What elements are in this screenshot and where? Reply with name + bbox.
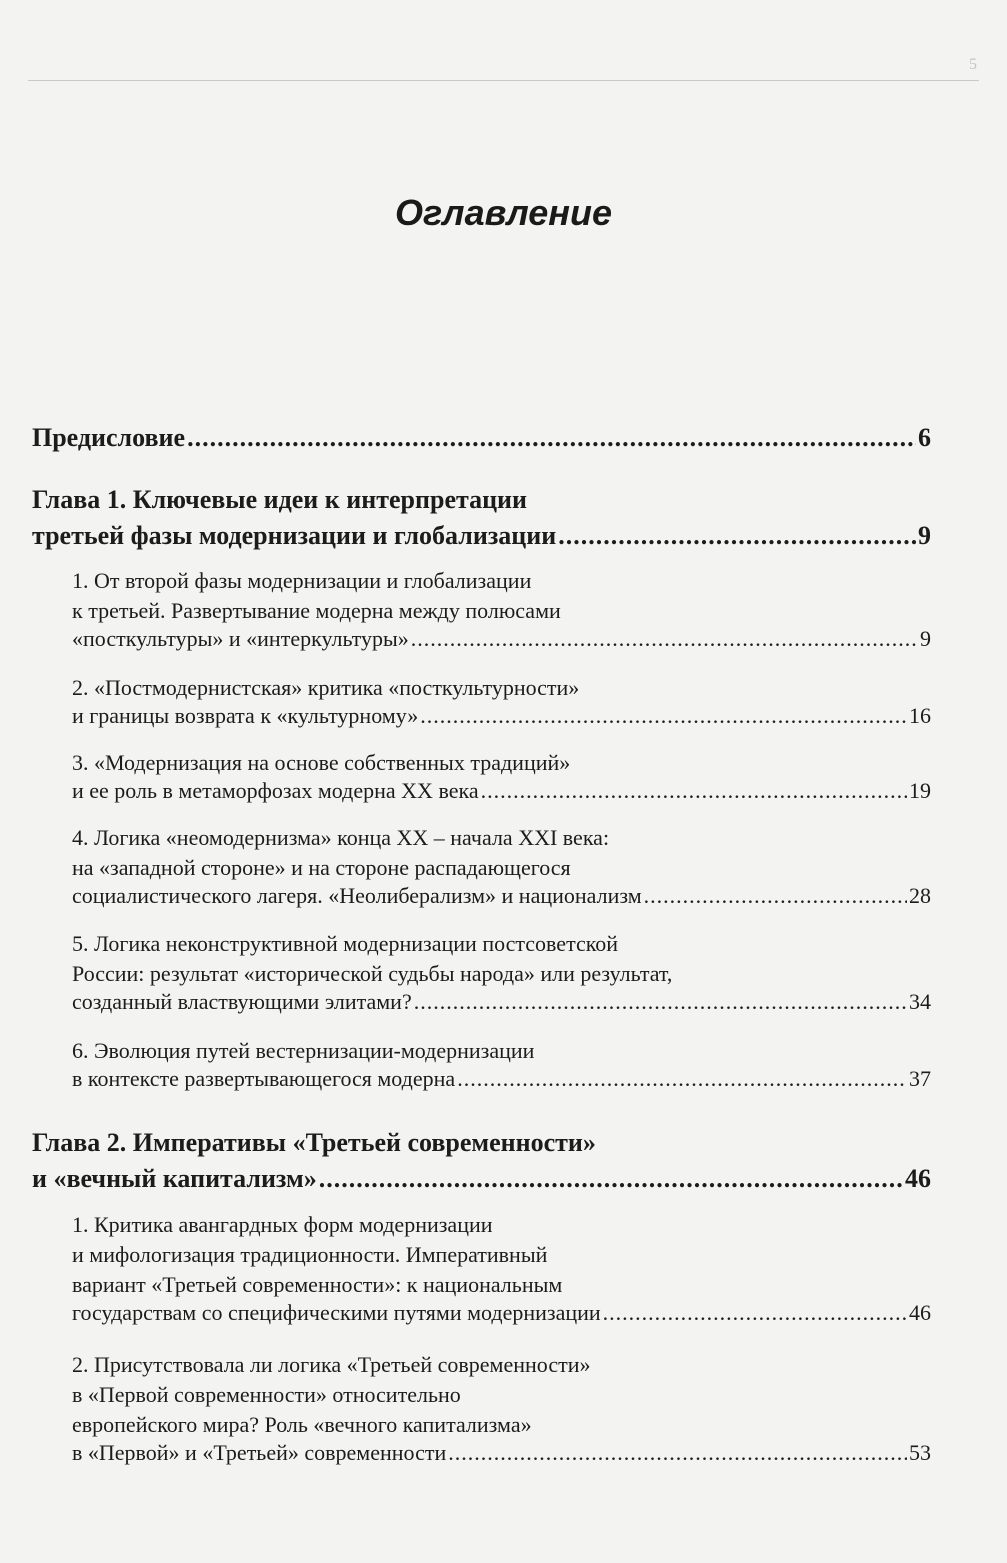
leader-dots [414, 989, 907, 1015]
toc-page-number: 37 [909, 1066, 931, 1091]
toc-page-number: 6 [918, 423, 931, 452]
leader-dots [644, 883, 907, 909]
toc-entry-line: 3. «Модернизация на основе собственных традиций» [72, 750, 571, 775]
toc-entry-line: и ее роль в метаморфозах модерна XX века [72, 778, 479, 803]
toc-entry-line: 1. От второй фазы модернизации и глобализации [72, 568, 532, 593]
toc-entry-section-1-2[interactable] [72, 673, 931, 729]
toc-page-number: 53 [909, 1440, 931, 1465]
toc-entry-section-1-6[interactable] [72, 1036, 931, 1092]
toc-entry-line: европейского мира? Роль «вечного капитализма» [72, 1412, 532, 1437]
toc-entry-line: третьей фазы модернизации и глобализации [32, 521, 557, 550]
toc-entry-section-2-1[interactable] [72, 1210, 931, 1326]
leader-dots [411, 626, 918, 652]
toc-page-number: 46 [909, 1300, 931, 1325]
toc-entry-section-1-4[interactable] [72, 823, 931, 909]
toc-entry-line: 4. Логика «неомодернизма» конца XX – начала XXI века: [72, 825, 610, 850]
toc-entry-line: 1. Критика авангардных форм модернизации [72, 1212, 493, 1237]
toc-entry-line: и мифологизация традиционности. Императивный [72, 1242, 548, 1267]
toc-entry-line: 2. Присутствовала ли логика «Третьей современности» [72, 1352, 591, 1377]
toc-entry-line: 6. Эволюция путей вестернизации-модернизации [72, 1038, 535, 1063]
toc-entry-section-1-1[interactable] [72, 566, 931, 652]
leader-dots [481, 778, 907, 804]
toc-entry-line: и «вечный капитализм» [32, 1164, 317, 1193]
toc-entry-line: созданный властвующими элитами? [72, 989, 412, 1014]
header-page-number: 5 [969, 56, 977, 73]
leader-dots [558, 518, 916, 554]
toc-page-number: 19 [909, 778, 931, 803]
header-rule [28, 80, 979, 81]
toc-entry-chapter-1[interactable] [32, 482, 931, 554]
toc-title: Оглавление [394, 192, 613, 233]
toc-entry-line: на «западной стороне» и на стороне распадающегося [72, 855, 571, 880]
toc-entry-line: социалистического лагеря. «Неолиберализм» и национализм [72, 883, 642, 908]
toc-entry-section-1-5[interactable] [72, 929, 931, 1015]
toc-entry-line: «посткультуры» и «интеркультуры» [72, 626, 409, 651]
leader-dots [319, 1161, 903, 1197]
leader-dots [603, 1300, 907, 1326]
leader-dots [420, 703, 907, 729]
toc-page-number: 16 [909, 703, 931, 728]
toc-entry-line: государствам со специфическими путями модернизации [72, 1300, 601, 1325]
toc-entry-line: к третьей. Развертывание модерна между полюсами [72, 598, 561, 623]
toc-entry-preface[interactable] [32, 420, 931, 456]
toc-entry-line: 5. Логика неконструктивной модернизации постсоветской [72, 931, 619, 956]
toc-entry-chapter-2[interactable] [32, 1125, 931, 1197]
toc-entry-line: Глава 2. Императивы «Третьей современности» [32, 1128, 596, 1157]
leader-dots [187, 420, 916, 456]
toc-entry-line: Глава 1. Ключевые идеи к интерпретации [32, 485, 528, 514]
toc-page-number: 34 [909, 989, 931, 1014]
toc-entry-section-2-2[interactable] [72, 1350, 931, 1466]
toc-entry-line: в «Первой современности» относительно [72, 1382, 461, 1407]
toc-entry-line: в «Первой» и «Третьей» современности [72, 1440, 447, 1465]
toc-page-number: 46 [905, 1164, 931, 1193]
toc-entry-label: Предисловие [32, 423, 186, 452]
toc-entry-section-1-3[interactable] [72, 748, 931, 804]
leader-dots [457, 1066, 907, 1092]
toc-entry-line: в контексте развертывающегося модерна [72, 1066, 456, 1091]
leader-dots [448, 1440, 907, 1466]
toc-entry-line: и границы возврата к «культурному» [72, 703, 419, 728]
toc-entry-line: вариант «Третьей современности»: к национальным [72, 1272, 563, 1297]
toc-page-number: 9 [918, 521, 931, 550]
toc-entry-line: 2. «Постмодернистская» критика «посткультурности» [72, 675, 580, 700]
toc-page-number: 9 [920, 626, 931, 651]
toc-entry-line: России: результат «исторической судьбы народа» или результат, [72, 961, 673, 986]
toc-page-number: 28 [909, 883, 931, 908]
